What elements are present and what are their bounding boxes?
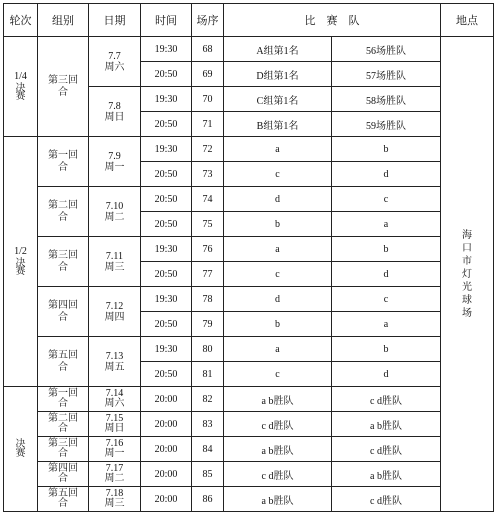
header-date: 日期 [89, 4, 141, 37]
table-row [4, 237, 494, 262]
table-row [4, 187, 494, 212]
time-cell: 20:50 [141, 187, 192, 212]
table-row [4, 487, 494, 512]
team-b-cell: c d胜队 [332, 437, 441, 462]
table-row [4, 287, 494, 312]
group-label-line: 合 [58, 311, 68, 323]
venue-char: 口 [462, 242, 472, 254]
time-cell: 20:00 [141, 412, 192, 437]
table-row [4, 412, 494, 437]
team-b-cell: a b胜队 [332, 412, 441, 437]
group-label-line: 合 [58, 473, 68, 484]
team-a-cell: c d胜队 [224, 412, 332, 437]
time-cell: 19:30 [141, 337, 192, 362]
group-cell [38, 337, 89, 387]
team-b-cell: d [332, 162, 441, 187]
group-cell [38, 387, 89, 412]
group-label-line: 第一回 [48, 149, 78, 161]
group-label-line: 合 [58, 361, 68, 373]
date-cell [89, 287, 141, 337]
team-a-cell: A组第1名 [224, 37, 332, 62]
date-cell [89, 187, 141, 237]
match-no-cell: 80 [192, 337, 224, 362]
time-cell: 20:50 [141, 112, 192, 137]
table-row [4, 337, 494, 362]
team-a-cell: B组第1名 [224, 112, 332, 137]
team-b-cell: 56场胜队 [332, 37, 441, 62]
header-teams: 比 赛 队 [224, 4, 441, 37]
date-value: 7.8 [108, 100, 121, 112]
match-no-cell: 82 [192, 387, 224, 412]
team-a-cell: a [224, 137, 332, 162]
match-no-cell: 75 [192, 212, 224, 237]
date-value: 7.18 [105, 488, 124, 499]
round-label-line: 赛 [15, 265, 26, 277]
header-venue: 地点 [441, 4, 494, 37]
date-value: 7.12 [105, 300, 124, 312]
round-label-line: 决 [15, 82, 26, 94]
team-b-cell: c [332, 287, 441, 312]
date-cell [89, 487, 141, 512]
group-label-line: 合 [58, 498, 68, 509]
group-label-line: 第三回 [48, 249, 78, 261]
team-a-cell: a b胜队 [224, 487, 332, 512]
team-b-cell: c d胜队 [332, 387, 441, 412]
venue-char: 球 [462, 294, 472, 306]
time-cell: 20:50 [141, 162, 192, 187]
time-cell: 19:30 [141, 87, 192, 112]
group-label-line: 合 [58, 161, 68, 173]
team-b-cell: 57场胜队 [332, 62, 441, 87]
group-label-line: 第五回 [48, 349, 78, 361]
match-no-cell: 70 [192, 87, 224, 112]
weekday-value: 周五 [104, 361, 125, 373]
match-no-cell: 84 [192, 437, 224, 462]
round-label-line: 1/4 [14, 70, 27, 82]
venue-char: 光 [462, 281, 472, 293]
date-cell [89, 87, 141, 137]
team-a-cell: b [224, 312, 332, 337]
team-a-cell: b [224, 212, 332, 237]
weekday-value: 周三 [104, 498, 125, 509]
team-b-cell: c [332, 187, 441, 212]
group-label-line: 第二回 [48, 199, 78, 211]
date-value: 7.9 [108, 150, 121, 162]
weekday-value: 周一 [104, 448, 125, 459]
table-row [4, 462, 494, 487]
header-row [4, 4, 494, 37]
time-cell: 20:00 [141, 387, 192, 412]
team-b-cell: a b胜队 [332, 462, 441, 487]
team-b-cell: b [332, 337, 441, 362]
group-label-line: 第三回 [48, 74, 78, 86]
match-no-cell: 77 [192, 262, 224, 287]
team-b-cell: b [332, 237, 441, 262]
time-cell: 20:00 [141, 437, 192, 462]
team-b-cell: d [332, 262, 441, 287]
match-no-cell: 68 [192, 37, 224, 62]
team-b-cell: a [332, 212, 441, 237]
team-a-cell: d [224, 287, 332, 312]
match-no-cell: 71 [192, 112, 224, 137]
header-round: 轮次 [4, 4, 38, 37]
team-b-cell: c d胜队 [332, 487, 441, 512]
team-a-cell: c d胜队 [224, 462, 332, 487]
date-cell [89, 37, 141, 87]
group-label-line: 第四回 [48, 299, 78, 311]
date-cell [89, 412, 141, 437]
team-a-cell: C组第1名 [224, 87, 332, 112]
group-label-line: 合 [58, 423, 68, 434]
weekday-value: 周六 [104, 398, 125, 409]
time-cell: 20:50 [141, 312, 192, 337]
weekday-value: 周二 [104, 211, 125, 223]
team-a-cell: a [224, 337, 332, 362]
group-label-line: 合 [58, 211, 68, 223]
team-b-cell: a [332, 312, 441, 337]
team-a-cell: c [224, 362, 332, 387]
team-a-cell: D组第1名 [224, 62, 332, 87]
weekday-value: 周一 [104, 161, 125, 173]
weekday-value: 周六 [104, 61, 125, 73]
match-no-cell: 85 [192, 462, 224, 487]
time-cell: 19:30 [141, 37, 192, 62]
venue-char: 市 [462, 255, 472, 267]
time-cell: 19:30 [141, 237, 192, 262]
team-b-cell: b [332, 137, 441, 162]
match-no-cell: 83 [192, 412, 224, 437]
round-label-line: 决 [15, 438, 26, 450]
team-b-cell: 58场胜队 [332, 87, 441, 112]
date-cell [89, 462, 141, 487]
group-cell [38, 287, 89, 337]
round-label-line: 1/2 [14, 245, 27, 257]
date-cell [89, 337, 141, 387]
header-time: 时间 [141, 4, 192, 37]
date-value: 7.10 [105, 200, 124, 212]
header-group: 组别 [38, 4, 89, 37]
date-cell [89, 387, 141, 412]
table-row [4, 437, 494, 462]
team-b-cell: 59场胜队 [332, 112, 441, 137]
time-cell: 20:50 [141, 262, 192, 287]
venue-char: 灯 [462, 268, 472, 280]
date-cell [89, 237, 141, 287]
time-cell: 20:50 [141, 62, 192, 87]
group-label-line: 第四回 [48, 463, 78, 474]
round-label-line: 赛 [15, 90, 26, 102]
round-label-line: 赛 [15, 447, 26, 459]
group-cell [38, 412, 89, 437]
date-value: 7.11 [105, 250, 124, 262]
team-a-cell: c [224, 262, 332, 287]
match-no-cell: 81 [192, 362, 224, 387]
group-label-line: 第五回 [48, 488, 78, 499]
group-cell [38, 487, 89, 512]
group-cell [38, 137, 89, 187]
schedule-wrapper [3, 3, 494, 512]
weekday-value: 周日 [104, 111, 125, 123]
date-value: 7.17 [105, 463, 124, 474]
venue-char: 场 [462, 307, 472, 319]
date-value: 7.13 [105, 350, 124, 362]
group-label-line: 合 [58, 448, 68, 459]
weekday-value: 周日 [104, 423, 125, 434]
match-no-cell: 74 [192, 187, 224, 212]
group-cell [38, 437, 89, 462]
table-row [4, 387, 494, 412]
weekday-value: 周二 [104, 473, 125, 484]
time-cell: 19:30 [141, 137, 192, 162]
venue-char: 海 [462, 229, 472, 241]
round-cell-semi [4, 137, 38, 387]
match-no-cell: 76 [192, 237, 224, 262]
weekday-value: 周三 [104, 261, 125, 273]
team-a-cell: d [224, 187, 332, 212]
group-label-line: 第三回 [48, 438, 78, 449]
group-label-line: 第二回 [48, 413, 78, 424]
group-cell [38, 462, 89, 487]
match-no-cell: 86 [192, 487, 224, 512]
table-row [4, 137, 494, 162]
group-label-line: 合 [58, 398, 68, 409]
match-no-cell: 73 [192, 162, 224, 187]
team-a-cell: a b胜队 [224, 387, 332, 412]
weekday-value: 周四 [104, 311, 125, 323]
schedule-table [3, 3, 494, 512]
group-cell [38, 37, 89, 137]
match-no-cell: 79 [192, 312, 224, 337]
time-cell: 20:00 [141, 487, 192, 512]
match-no-cell: 69 [192, 62, 224, 87]
date-cell [89, 137, 141, 187]
group-cell [38, 237, 89, 287]
group-cell [38, 187, 89, 237]
time-cell: 20:50 [141, 212, 192, 237]
match-no-cell: 78 [192, 287, 224, 312]
team-a-cell: a b胜队 [224, 437, 332, 462]
table-row [4, 37, 494, 62]
group-label-line: 合 [58, 86, 68, 98]
team-b-cell: d [332, 362, 441, 387]
round-cell-final [4, 387, 38, 512]
round-cell-quarter [4, 37, 38, 137]
time-cell: 20:00 [141, 462, 192, 487]
date-value: 7.14 [105, 388, 124, 399]
group-label-line: 合 [58, 261, 68, 273]
date-value: 7.16 [105, 438, 124, 449]
date-cell [89, 437, 141, 462]
round-label-line: 决 [15, 257, 26, 269]
venue-cell [441, 37, 494, 512]
match-no-cell: 72 [192, 137, 224, 162]
header-match-no: 场序 [192, 4, 224, 37]
time-cell: 20:50 [141, 362, 192, 387]
team-a-cell: c [224, 162, 332, 187]
group-label-line: 第一回 [48, 388, 78, 399]
team-a-cell: a [224, 237, 332, 262]
date-value: 7.7 [108, 50, 121, 62]
date-value: 7.15 [105, 413, 124, 424]
time-cell: 19:30 [141, 287, 192, 312]
